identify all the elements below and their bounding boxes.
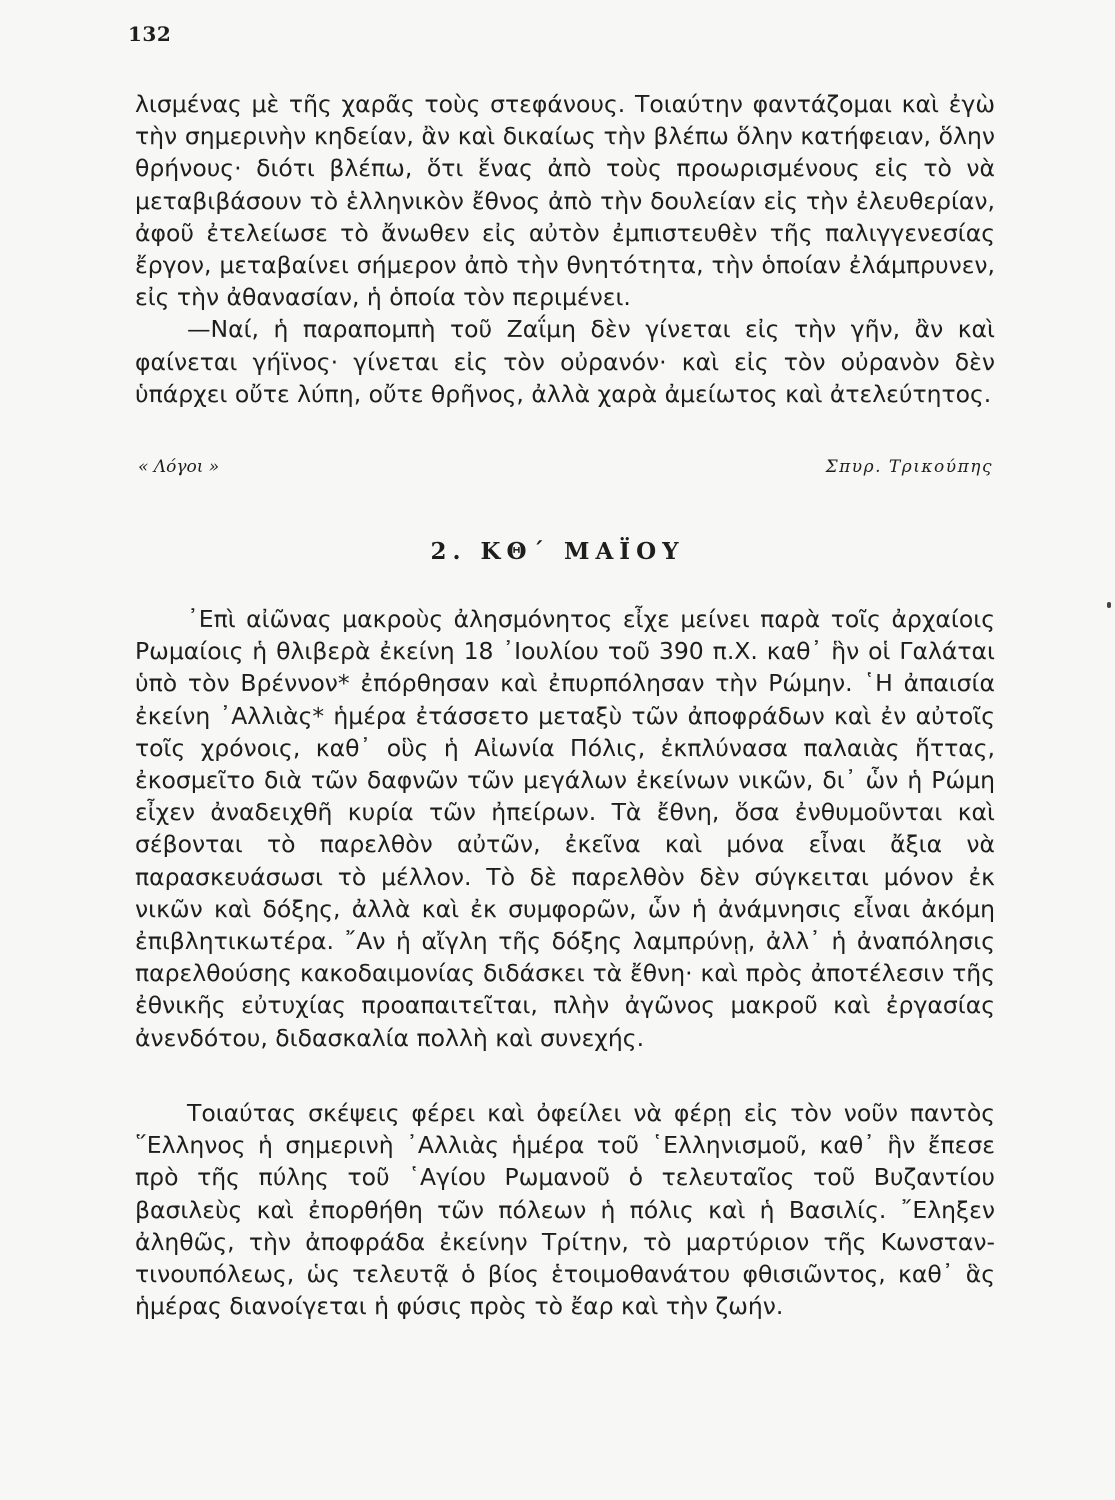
section-heading: 2. ΚΘ΄ ΜΑΪΟΥ (430, 538, 685, 565)
section-body-continued (135, 1097, 995, 1322)
quote-paragraph: —Ναί, ἡ παραπομπὴ τοῦ Ζαΐμη δὲν γίνεται εἰς τὴν γῆν, ἂν καὶ φαίνεται γήϊνος· γίνεται εἰς τὸν οὐρανόν· καὶ εἰς τὸν οὐρανὸν δὲν ὑπάρχει οὔτε λύπη, οὔτε θρῆνος, ἀλλὰ χαρὰ ἀμείωτος καὶ ἀτελεύτητος. (135, 315, 995, 408)
section-paragraph-2: Τοιαύτας σκέψεις φέρει καὶ ὀφείλει νὰ φέρῃ εἰς τὸν νοῦν παντὸς ῞Ελληνος ἡ σημερινὴ ᾿Αλλιὰς ἡμέρα τοῦ ῾Ελληνισμοῦ, καθ᾿ ἣν ἔπεσε πρὸ τῆς πύλης τοῦ ῾Αγίου Ρωμανοῦ ὁ τελευταῖος τοῦ Βυζαντίου βασιλεὺς καὶ ἐπορθήθη τῶν πόλεων ἡ πόλις καὶ ἡ Βασιλίς. ῎Εληξεν ἀληθῶς, τὴν ἀποφράδα ἐκείνην Τρίτην, τὸ μαρτύριον τῆς Κωνσταντινουπόλεως, ὡς τελευτᾷ ὁ βίος ἑτοιμοθανάτου φθισιῶντος, καθ᾿ ἃς ἡμέρας διανοίγεται ἡ φύσις πρὸς τὸ ἔαρ καὶ τὴν ζωήν. (135, 1099, 995, 1321)
attribution-source: « Λόγοι » (138, 457, 220, 477)
scan-artifact (1107, 602, 1111, 608)
attribution-line (138, 455, 993, 483)
page-number: 132 (128, 22, 172, 46)
closing-paragraph: λισμένας μὲ τῆς χαρᾶς τοὺς στεφάνους. Τοιαύτην φαντάζομαι καὶ ἐγὼ τὴν σημερινὴν κηδείαν, ἂν καὶ δικαίως τὴν βλέπω ὅλην κατήφειαν, ὅλην θρήνους· διότι βλέπω, ὅτι ἕνας ἀπὸ τοὺς προωρισμένους εἰς τὸ νὰ μεταβιβάσουν τὸ ἑλληνικὸν ἔθνος ἀπὸ τὴν δουλείαν εἰς τὴν ἐλευθερίαν, ἀφοῦ ἐτελείωσε τὸ ἄνωθεν εἰς αὐτὸν ἐμπιστευθὲν τῆς παλιγγενεσίας ἔργον, μεταβαίνει σήμερον ἀπὸ τὴν θνητότητα, τὴν ὁποίαν ἐλάμπρυνεν, εἰς τὴν ἀθανασίαν, ἡ ὁποία τὸν περιμένει. (135, 90, 995, 312)
continued-text (135, 88, 995, 410)
section-body (135, 603, 995, 1054)
section-paragraph-1: ᾿Επὶ αἰῶνας μακροὺς ἀλησμόνητος εἶχε μείνει παρὰ τοῖς ἀρχαίοις Ρωμαίοις ἡ θλιβερὰ ἐκείνη 18 ᾿Ιουλίου τοῦ 390 π.Χ. καθ᾿ ἣν οἱ Γαλάται ὑπὸ τὸν Βρέννον* ἐπόρθησαν καὶ ἐπυρπόλησαν τὴν Ρώμην. ῾Η ἀπαισία ἐκείνη ᾿Αλλιὰς* ἡμέρα ἐτάσσετο μεταξὺ τῶν ἀποφράδων καὶ ἐν αὐτοῖς τοῖς χρόνοις, καθ᾿ οὓς ἡ Αἰωνία Πόλις, ἐκπλύνασα παλαιὰς ἥττας, ἐκοσμεῖτο διὰ τῶν δαφνῶν τῶν μεγάλων ἐκείνων νικῶν, δι᾿ ὧν ἡ Ρώμη εἶχεν ἀναδειχθῆ κυρία τῶν ἠπείρων. Τὰ ἔθνη, ὅσα ἐνθυμοῦνται καὶ σέβονται τὸ παρελθὸν αὐτῶν, ἐκεῖνα καὶ μόνα εἶναι ἄξια νὰ παρασκευάσωσι τὸ μέλλον. Τὸ δὲ παρελθὸν δὲν σύγκειται μόνον ἐκ νικῶν καὶ δόξης, ἀλλὰ καὶ ἐκ συμφορῶν, ὧν ἡ ἀνάμνησις εἶναι ἀκόμη ἐπιβλητικωτέρα. ῎Αν ἡ αἴγλη τῆς δόξης λαμπρύνῃ, ἀλλ᾿ ἡ ἀναπόλησις παρελθούσης κακοδαιμονίας διδάσκει τὰ ἔθνη· καὶ πρὸς ἀποτέλεσιν τῆς ἐθνικῆς εὐτυχίας προαπαιτεῖται, πλὴν ἀγῶνος μακροῦ καὶ ἐργασίας ἀνενδότου, διδασκαλία πολλὴ καὶ συνεχής. (135, 605, 995, 1052)
attribution-author: Σπυρ. Τρικούπης (825, 457, 993, 477)
